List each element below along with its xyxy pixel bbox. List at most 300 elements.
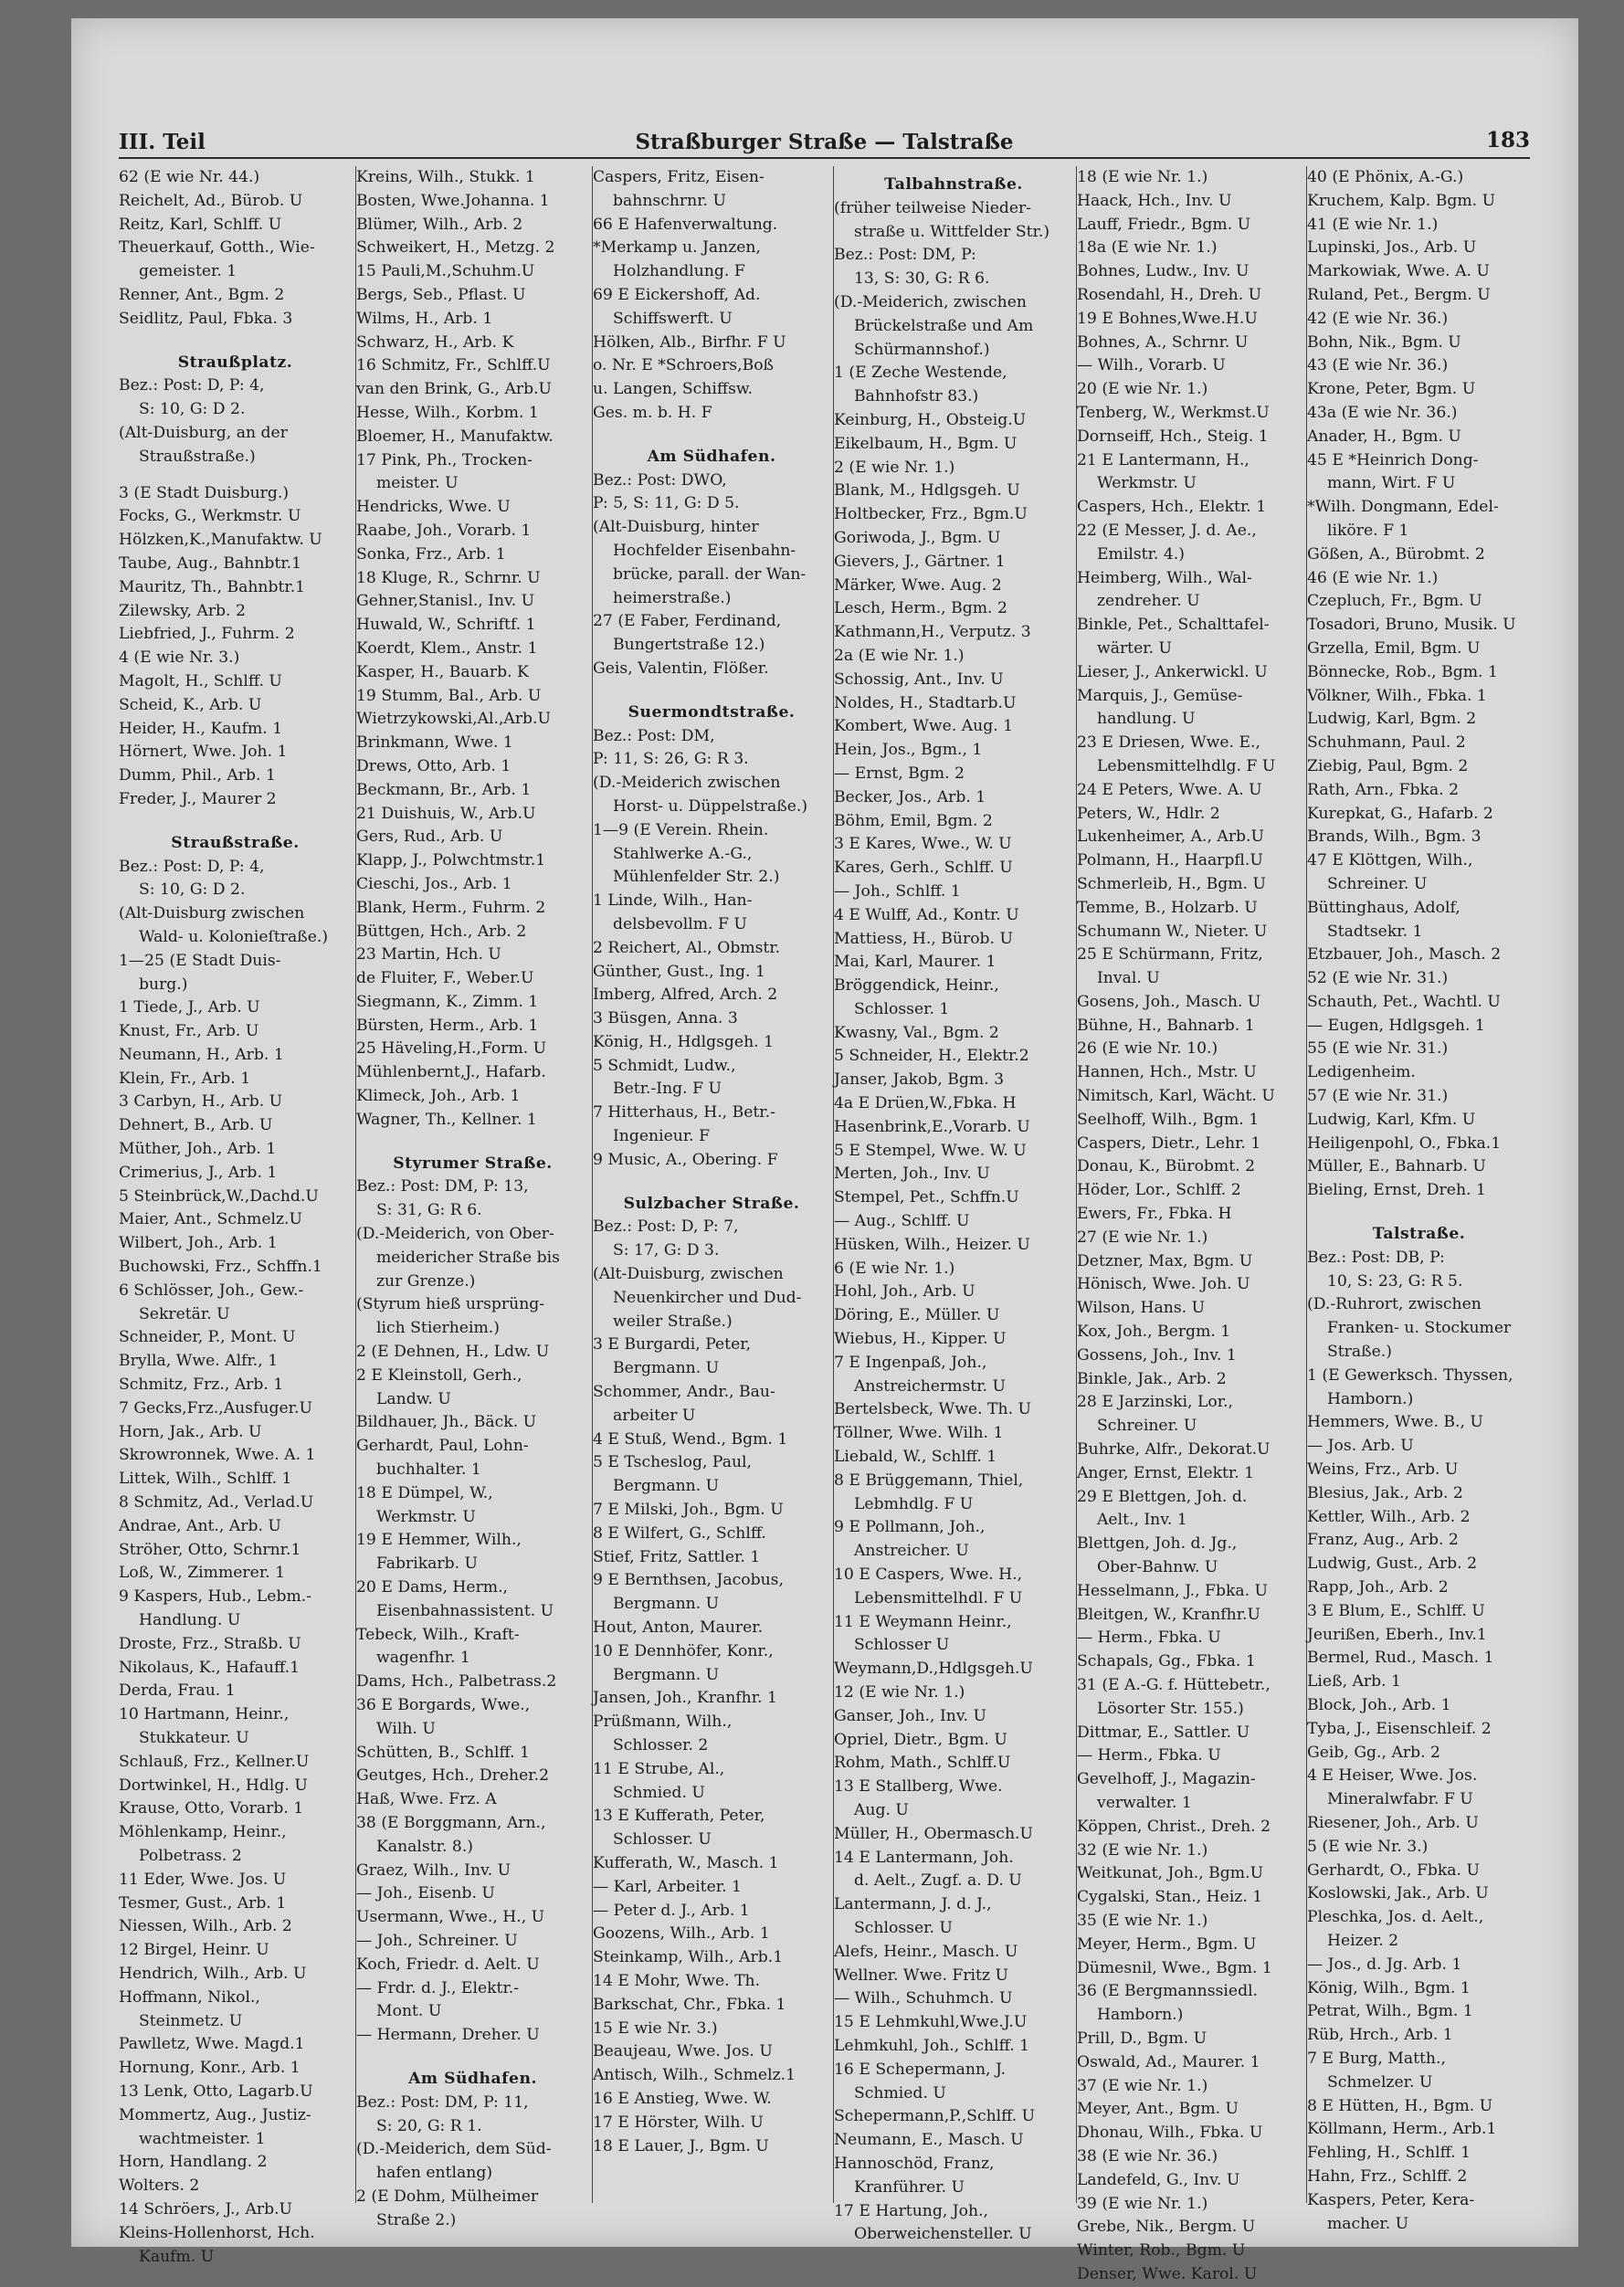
directory-entry: Schneider, P., Mont. U bbox=[119, 1328, 296, 1347]
directory-entry: Theuerkauf, Gotth., Wie- bbox=[119, 238, 315, 258]
directory-entry: 8 E Wilfert, G., Schlff. bbox=[593, 1523, 766, 1543]
directory-entry: Neuenkircher und Dud- bbox=[613, 1288, 802, 1307]
directory-entry: Gößen, A., Bürobmt. 2 bbox=[1307, 544, 1485, 564]
directory-entry: Peters, W., Hdlr. 2 bbox=[1077, 804, 1220, 823]
street-heading: Sulzbacher Straße. bbox=[623, 1194, 800, 1213]
directory-entry: Noldes, H., Stadtarb.U bbox=[834, 693, 1017, 712]
directory-entry: Schuhmann, Paul. 2 bbox=[1307, 733, 1466, 753]
directory-entry: handlung. U bbox=[1097, 710, 1196, 729]
directory-entry: Oswald, Ad., Maurer. 1 bbox=[1077, 2052, 1260, 2071]
directory-entry: Bönnecke, Rob., Bgm. 1 bbox=[1307, 662, 1498, 681]
directory-entry: Magolt, H., Schlff. U bbox=[119, 671, 282, 690]
directory-entry: 9 E Bernthsen, Jacobus, bbox=[593, 1571, 784, 1590]
directory-entry: 40 (E Phönix, A.-G.) bbox=[1307, 168, 1464, 186]
directory-entry: Wilson, Hans. U bbox=[1077, 1299, 1206, 1318]
directory-entry: Schreiner. U bbox=[1097, 1417, 1197, 1436]
directory-entry: 2 (E wie Nr. 1.) bbox=[834, 458, 955, 477]
directory-entry: S: 10, G: D 2. bbox=[139, 880, 246, 900]
directory-entry: 1 Tiede, J., Arb. U bbox=[119, 998, 260, 1017]
directory-entry: Tyba, J., Eisenschleif. 2 bbox=[1307, 1719, 1492, 1738]
directory-entry: Hasenbrink,E.,Vorarb. U bbox=[834, 1117, 1030, 1136]
directory-entry: 17 E Hartung, Joh., bbox=[834, 2201, 989, 2220]
directory-entry: Ströher, Otto, Schrnr.1 bbox=[119, 1540, 301, 1559]
directory-entry: o. Nr. E *Schroers,Boß bbox=[593, 356, 775, 375]
directory-entry: — Joh., Schreiner. U bbox=[356, 1931, 518, 1950]
directory-entry: Etzbauer, Joh., Masch. 2 bbox=[1307, 945, 1502, 964]
directory-entry: Meyer, Ant., Bgm. U bbox=[1077, 2100, 1239, 2119]
directory-entry: Bergmann. U bbox=[613, 1665, 720, 1684]
directory-entry: Stukkateur. U bbox=[139, 1729, 249, 1747]
directory-entry: Derda, Frau. 1 bbox=[119, 1681, 236, 1701]
directory-entry: zendreher. U bbox=[1097, 592, 1200, 611]
directory-entry: van den Brink, G., Arb.U bbox=[356, 380, 553, 399]
directory-entry: 39 (E wie Nr. 1.) bbox=[1077, 2194, 1208, 2213]
directory-entry: Maier, Ant., Schmelz.U bbox=[119, 1210, 302, 1229]
directory-entry: Bungertstraße 12.) bbox=[613, 636, 765, 655]
directory-entry: Tenberg, W., Werkmst.U bbox=[1077, 403, 1270, 422]
directory-entry: Grzella, Emil, Bgm. U bbox=[1307, 638, 1481, 658]
directory-entry: Werkmstr. U bbox=[1097, 474, 1197, 493]
directory-entry: Horst- u. Düppelstraße.) bbox=[613, 796, 808, 816]
directory-entry: 5 Steinbrück,W.,Dachd.U bbox=[119, 1186, 319, 1206]
directory-entry: Tesmer, Gust., Arb. 1 bbox=[119, 1893, 287, 1913]
section-spacer bbox=[593, 426, 830, 438]
directory-entry: 20 (E wie Nr. 1.) bbox=[1077, 380, 1208, 399]
directory-entry: Beckmann, Br., Arb. 1 bbox=[356, 780, 532, 799]
directory-entry: 3 E Blum, E., Schlff. U bbox=[1307, 1601, 1485, 1620]
directory-entry: 5 E Tscheslog, Paul, bbox=[593, 1453, 752, 1472]
directory-entry: Schmied. U bbox=[613, 1783, 705, 1802]
directory-entry: Wietrzykowski,Al.,Arb.U bbox=[356, 710, 552, 729]
directory-entry: lich Stierheim.) bbox=[376, 1319, 500, 1338]
directory-entry: wagenfhr. 1 bbox=[376, 1649, 470, 1668]
directory-entry: 38 (E Borggmann, Arn., bbox=[356, 1813, 546, 1832]
directory-entry: — Joh., Eisenb. U bbox=[356, 1884, 495, 1903]
directory-entry: Pawlletz, Wwe. Magd.1 bbox=[119, 2035, 305, 2054]
directory-entry: — Frdr. d. J., Elektr.- bbox=[356, 1978, 520, 1997]
directory-entry: Müller, E., Bahnarb. U bbox=[1307, 1157, 1486, 1176]
directory-entry: 5 Schneider, H., Elektr.2 bbox=[834, 1047, 1029, 1066]
directory-entry: Steinmetz. U bbox=[139, 2011, 243, 2030]
directory-entry: Schiffswerft. U bbox=[613, 309, 733, 328]
directory-entry: Hendrich, Wilh., Arb. U bbox=[119, 1964, 307, 1983]
directory-entry: Caspers, Fritz, Eisen- bbox=[593, 168, 765, 186]
page-header bbox=[119, 115, 1530, 159]
directory-entry: Kaspers, Peter, Kera- bbox=[1307, 2190, 1475, 2209]
directory-entry: Klimeck, Joh., Arb. 1 bbox=[356, 1087, 521, 1106]
directory-entry: Sonka, Frz., Arb. 1 bbox=[356, 544, 506, 564]
directory-entry: Fehling, H., Schlff. 1 bbox=[1307, 2144, 1471, 2163]
directory-entry: Klapp, J., Polwchtmstr.1 bbox=[356, 851, 546, 870]
directory-entry: 35 (E wie Nr. 1.) bbox=[1077, 1911, 1208, 1930]
directory-entry: Blank, M., Hdlgsgeh. U bbox=[834, 481, 1020, 501]
directory-entry: Becker, Jos., Arb. 1 bbox=[834, 787, 986, 806]
directory-entry: Caspers, Dietr., Lehr. 1 bbox=[1077, 1133, 1261, 1153]
directory-entry: 7 Hitterhaus, H., Betr.- bbox=[593, 1103, 775, 1122]
directory-entry: Polbetrass. 2 bbox=[139, 1846, 242, 1865]
directory-entry: 10, S: 23, G: R 5. bbox=[1327, 1271, 1463, 1291]
directory-entry: Holtbecker, Frz., Bgm.U bbox=[834, 505, 1028, 524]
directory-entry: Emilstr. 4.) bbox=[1097, 544, 1185, 564]
directory-entry: Bez.: Post: DWO, bbox=[593, 470, 727, 490]
directory-entry: Büttinghaus, Adolf, bbox=[1307, 898, 1461, 917]
directory-entry: Mineralwfabr. F U bbox=[1327, 1790, 1473, 1809]
directory-entry: hafen entlang) bbox=[376, 2164, 493, 2183]
directory-entry: 47 E Klöttgen, Wilh., bbox=[1307, 851, 1473, 870]
directory-entry: 10 E Caspers, Wwe. H., bbox=[834, 1565, 1023, 1585]
directory-entry: Bergmann. U bbox=[613, 1359, 720, 1378]
directory-entry: bahnschrnr. U bbox=[613, 191, 726, 210]
directory-entry: Dhonau, Wilh., Fbka. U bbox=[1077, 2124, 1263, 2143]
column-3 bbox=[592, 166, 830, 2203]
section-spacer bbox=[593, 1173, 830, 1186]
directory-entry: Eisenbahnassistent. U bbox=[376, 1601, 554, 1620]
column-5 bbox=[1076, 166, 1303, 2283]
directory-entry: Hesselmann, J., Fbka. U bbox=[1077, 1581, 1269, 1600]
directory-entry: Anstreichermstr. U bbox=[854, 1376, 1006, 1396]
directory-entry: Ledigenheim. bbox=[1307, 1063, 1416, 1082]
directory-entry: Lehmkuhl, Joh., Schlff. 1 bbox=[834, 2036, 1030, 2055]
directory-entry: Siegmann, K., Zimm. 1 bbox=[356, 992, 539, 1011]
directory-entry: Imberg, Alfred, Arch. 2 bbox=[593, 985, 778, 1005]
directory-entry: 15 Pauli,M.,Schuhm.U bbox=[356, 262, 535, 281]
directory-entry: — Hermann, Dreher. U bbox=[356, 2026, 540, 2045]
directory-entry: Wiebus, H., Kipper. U bbox=[834, 1330, 1007, 1349]
page-number: 183 bbox=[1485, 128, 1530, 153]
directory-entry: Blümer, Wilh., Arb. 2 bbox=[356, 215, 523, 234]
directory-entry: 12 Birgel, Heinr. U bbox=[119, 1941, 269, 1960]
directory-entry: Jeurißen, Eberh., Inv.1 bbox=[1307, 1625, 1487, 1644]
directory-entry: Stempel, Pet., Schffn.U bbox=[834, 1188, 1019, 1207]
directory-entry: wachtmeister. 1 bbox=[139, 2129, 266, 2148]
directory-entry: Köllmann, Herm., Arb.1 bbox=[1307, 2120, 1497, 2139]
directory-entry: Ganser, Joh., Inv. U bbox=[834, 1706, 986, 1725]
directory-entry: 26 (E wie Nr. 10.) bbox=[1077, 1039, 1218, 1059]
section-spacer bbox=[1307, 1203, 1531, 1216]
directory-entry: Hornung, Konr., Arb. 1 bbox=[119, 2059, 301, 2078]
directory-entry: 36 (E Bergmannssiedl. bbox=[1077, 1982, 1259, 2001]
directory-entry: Tosadori, Bruno, Musik. U bbox=[1307, 616, 1516, 635]
directory-entry: liköre. F 1 bbox=[1327, 521, 1409, 540]
directory-entry: Franken- u. Stockumer bbox=[1327, 1319, 1512, 1338]
directory-entry: Dümesnil, Wwe., Bgm. 1 bbox=[1077, 1958, 1272, 1977]
directory-entry: 18a (E wie Nr. 1.) bbox=[1077, 238, 1218, 258]
column-1 bbox=[119, 166, 352, 2266]
directory-entry: Schürmannshof.) bbox=[854, 340, 990, 359]
directory-entry: 7 Gecks,Frz.,Ausfuger.U bbox=[119, 1398, 312, 1418]
directory-entry: Stadtsekr. 1 bbox=[1327, 922, 1423, 941]
directory-entry: 8 E Hütten, H., Bgm. U bbox=[1307, 2096, 1493, 2115]
directory-entry: Brückelstraße und Am bbox=[854, 316, 1034, 335]
directory-entry: (Styrum hieß ursprüng- bbox=[356, 1295, 545, 1314]
directory-entry: Pleschka, Jos. d. Aelt., bbox=[1307, 1908, 1484, 1927]
directory-entry: Hochfelder Eisenbahn- bbox=[613, 541, 796, 560]
directory-entry: P: 11, S: 26, G: R 3. bbox=[593, 750, 749, 769]
directory-entry: 5 E Stempel, Wwe. W. U bbox=[834, 1141, 1027, 1160]
directory-entry: Hölzken,K.,Manufaktw. U bbox=[119, 531, 322, 550]
directory-entry: — Aug., Schlff. U bbox=[834, 1212, 970, 1231]
directory-entry: 8 E Brüggemann, Thiel, bbox=[834, 1470, 1024, 1490]
directory-entry: 2 (E Dehnen, H., Ldw. U bbox=[356, 1343, 550, 1362]
directory-entry: Tebeck, Wilh., Kraft- bbox=[356, 1625, 520, 1644]
directory-entry: Eikelbaum, H., Bgm. U bbox=[834, 434, 1018, 453]
directory-entry: *Wilh. Dongmann, Edel- bbox=[1307, 498, 1499, 517]
directory-entry: Kettler, Wilh., Arb. 2 bbox=[1307, 1507, 1471, 1526]
directory-entry: Liebfried, J., Fuhrm. 2 bbox=[119, 625, 295, 644]
directory-entry: Horn, Handlang. 2 bbox=[119, 2153, 268, 2172]
directory-entry: (Alt-Duisburg, an der bbox=[119, 423, 288, 442]
directory-entry: Holzhandlung. F bbox=[613, 262, 745, 281]
directory-entry: 23 E Driesen, Wwe. E., bbox=[1077, 733, 1260, 753]
directory-entry: Rath, Arn., Fbka. 2 bbox=[1307, 780, 1460, 799]
directory-entry: Raabe, Joh., Vorarb. 1 bbox=[356, 521, 532, 540]
directory-entry: Andrae, Ant., Arb. U bbox=[119, 1516, 281, 1535]
directory-entry: Prill, D., Bgm. U bbox=[1077, 2029, 1207, 2048]
directory-entry: Opriel, Dietr., Bgm. U bbox=[834, 1730, 1007, 1749]
directory-entry: 2 (E Dohm, Mülheimer bbox=[356, 2187, 539, 2206]
directory-entry: 23 Martin, Hch. U bbox=[356, 945, 501, 964]
directory-entry: — Jos. Arb. U bbox=[1307, 1437, 1414, 1456]
column-6 bbox=[1306, 166, 1531, 2233]
directory-entry: Gievers, J., Gärtner. 1 bbox=[834, 552, 1006, 571]
directory-entry: 13 E Kufferath, Peter, bbox=[593, 1807, 765, 1826]
directory-entry: Scheid, K., Arb. U bbox=[119, 695, 262, 714]
directory-entry: Bohn, Nik., Bgm. U bbox=[1307, 332, 1461, 352]
directory-entry: Bildhauer, Jh., Bäck. U bbox=[356, 1413, 537, 1432]
directory-entry: Gerhardt, Paul, Lohn- bbox=[356, 1437, 529, 1456]
directory-entry: 7 E Burg, Matth., bbox=[1307, 2049, 1446, 2068]
directory-entry: Hohl, Joh., Arb. U bbox=[834, 1282, 975, 1302]
directory-entry: 1 Linde, Wilh., Han- bbox=[593, 891, 753, 911]
directory-entry: Ingenieur. F bbox=[613, 1127, 711, 1146]
directory-entry: 12 (E wie Nr. 1.) bbox=[834, 1683, 965, 1702]
street-heading: Talstraße. bbox=[1372, 1225, 1466, 1244]
directory-entry: Mauritz, Th., Bahnbtr.1 bbox=[119, 577, 306, 596]
directory-entry: Schwarz, H., Arb. K bbox=[356, 332, 514, 352]
directory-entry: Blettgen, Joh. d. Jg., bbox=[1077, 1534, 1238, 1554]
directory-entry: Hendricks, Wwe. U bbox=[356, 498, 511, 517]
directory-entry: Bühne, H., Bahnarb. 1 bbox=[1077, 1016, 1255, 1035]
directory-entry: Schmitz, Frz., Arb. 1 bbox=[119, 1375, 284, 1395]
directory-entry: zur Grenze.) bbox=[376, 1271, 476, 1291]
directory-entry: Horn, Jak., Arb. U bbox=[119, 1422, 262, 1441]
directory-entry: Ließ, Arb. 1 bbox=[1307, 1672, 1401, 1692]
directory-entry: Hout, Anton, Maurer. bbox=[593, 1618, 764, 1638]
directory-entry: Böhm, Emil, Bgm. 2 bbox=[834, 811, 993, 830]
directory-entry: Schapals, Gg., Fbka. 1 bbox=[1077, 1652, 1256, 1671]
directory-entry: Weymann,D.,Hdlgsgeh.U bbox=[834, 1660, 1033, 1679]
directory-entry: Goriwoda, J., Bgm. U bbox=[834, 528, 1001, 547]
directory-entry: buchhalter. 1 bbox=[376, 1460, 481, 1480]
directory-entry: Brands, Wilh., Bgm. 3 bbox=[1307, 827, 1482, 847]
directory-entry: Blank, Herm., Fuhrm. 2 bbox=[356, 898, 546, 917]
directory-entry: Blesius, Jak., Arb. 2 bbox=[1307, 1483, 1463, 1502]
directory-entry: Schlosser. 2 bbox=[613, 1736, 709, 1755]
directory-entry: Hamborn.) bbox=[1327, 1389, 1414, 1408]
directory-entry: Geib, Gg., Arb. 2 bbox=[1307, 1743, 1440, 1762]
directory-entry: 20 E Dams, Herm., bbox=[356, 1578, 509, 1597]
directory-entry: Bez.: Post: D, P: 4, bbox=[119, 376, 265, 395]
directory-entry: Betr.-Ing. F U bbox=[613, 1080, 722, 1099]
directory-entry: 27 (E Faber, Ferdinand, bbox=[593, 612, 782, 631]
directory-entry: Usermann, Wwe., H., U bbox=[356, 1908, 545, 1927]
directory-entry: Denser, Wwe. Karol. U bbox=[1077, 2264, 1258, 2283]
directory-entry: Rüb, Hrch., Arb. 1 bbox=[1307, 2026, 1453, 2045]
directory-entry: Reichelt, Ad., Bürob. U bbox=[119, 191, 303, 210]
directory-entry: 4a E Drüen,W.,Fbka. H bbox=[834, 1094, 1017, 1113]
directory-entry: Kruchem, Kalp. Bgm. U bbox=[1307, 191, 1496, 210]
directory-entry: Droste, Frz., Straßb. U bbox=[119, 1634, 301, 1653]
directory-entry: 3 (E Stadt Duisburg.) bbox=[119, 483, 290, 502]
directory-entry: 55 (E wie Nr. 31.) bbox=[1307, 1039, 1449, 1059]
directory-entry: 31 (E A.-G. f. Hüttebetr., bbox=[1077, 1676, 1271, 1694]
directory-entry: 21 Duishuis, W., Arb.U bbox=[356, 804, 536, 823]
directory-entry: 4 E Heiser, Wwe. Jos. bbox=[1307, 1766, 1478, 1786]
directory-entry: 57 (E wie Nr. 31.) bbox=[1307, 1087, 1449, 1106]
directory-entry: Bez.: Post: DM, bbox=[593, 726, 715, 745]
directory-entry: Bosten, Wwe.Johanna. 1 bbox=[356, 191, 550, 210]
directory-entry: 1 (E Zeche Westende, bbox=[834, 364, 1007, 383]
directory-entry: Dumm, Phil., Arb. 1 bbox=[119, 766, 276, 785]
directory-entry: Bertelsbeck, Wwe. Th. U bbox=[834, 1400, 1031, 1419]
directory-entry: 17 E Hörster, Wilh. U bbox=[593, 2113, 764, 2132]
directory-entry: 17 Pink, Ph., Trocken- bbox=[356, 450, 533, 469]
directory-entry: 6 (E wie Nr. 1.) bbox=[834, 1259, 955, 1278]
directory-entry: 13 Lenk, Otto, Lagarb.U bbox=[119, 2081, 313, 2101]
directory-entry: wärter. U bbox=[1097, 638, 1172, 658]
directory-entry: 5 Schmidt, Ludw., bbox=[593, 1056, 736, 1075]
directory-entry: Ewers, Fr., Fbka. H bbox=[1077, 1205, 1232, 1224]
directory-entry: Seidlitz, Paul, Fbka. 3 bbox=[119, 309, 293, 328]
directory-entry: S: 10, G: D 2. bbox=[139, 400, 246, 419]
directory-entry: Bergmann. U bbox=[613, 1477, 720, 1496]
directory-entry: Steinkamp, Wilh., Arb.1 bbox=[593, 1948, 784, 1967]
directory-entry: Gerhardt, O., Fbka. U bbox=[1307, 1860, 1480, 1880]
directory-entry: 16 Schmitz, Fr., Schlff.U bbox=[356, 356, 551, 375]
directory-entry: Brylla, Wwe. Alfr., 1 bbox=[119, 1352, 279, 1371]
directory-entry: (früher teilweise Nieder- bbox=[834, 198, 1032, 217]
directory-entry: Hoffmann, Nikol., bbox=[119, 1987, 260, 2007]
directory-entry: 19 E Hemmer, Wilh., bbox=[356, 1531, 522, 1550]
directory-entry: Wagner, Th., Kellner. 1 bbox=[356, 1110, 537, 1129]
directory-entry: Kaufm. U bbox=[139, 2247, 215, 2266]
directory-entry: 43a (E wie Nr. 36.) bbox=[1307, 403, 1458, 422]
directory-entry: Straße 2.) bbox=[376, 2210, 457, 2229]
directory-entry: Loß, W., Zimmerer. 1 bbox=[119, 1564, 286, 1583]
directory-page bbox=[71, 18, 1578, 2283]
street-heading: Straußplatz. bbox=[177, 353, 293, 372]
directory-entry: heimerstraße.) bbox=[613, 588, 732, 607]
directory-entry: (Alt-Duisburg, zwischen bbox=[593, 1265, 784, 1284]
directory-entry: Wellner. Wwe. Fritz U bbox=[834, 1966, 1008, 1985]
directory-entry: 28 E Jarzinski, Lor., bbox=[1077, 1393, 1233, 1412]
directory-entry: 3 Carbyn, H., Arb. U bbox=[119, 1092, 283, 1112]
directory-entry: Straße.) bbox=[1327, 1343, 1392, 1362]
directory-entry: 14 E Lantermann, Joh. bbox=[834, 1848, 1014, 1867]
directory-entry: 2a (E wie Nr. 1.) bbox=[834, 646, 965, 665]
directory-entry: Lupinski, Jos., Arb. U bbox=[1307, 238, 1477, 258]
directory-entry: Grebe, Nik., Bergm. U bbox=[1077, 2218, 1256, 2237]
directory-entry: Büttgen, Hch., Arb. 2 bbox=[356, 922, 527, 941]
directory-entry: Stief, Fritz, Sattler. 1 bbox=[593, 1547, 761, 1566]
directory-entry: Höder, Lor., Schlff. 2 bbox=[1077, 1181, 1241, 1200]
directory-entry: 11 Eder, Wwe. Jos. U bbox=[119, 1870, 287, 1889]
directory-entry: u. Langen, Schiffsw. bbox=[593, 380, 754, 399]
directory-entry: Günther, Gust., Ing. 1 bbox=[593, 962, 765, 981]
directory-entry: Schlosser. 1 bbox=[854, 999, 950, 1018]
directory-entry: — Eugen, Hdlgsgeh. 1 bbox=[1307, 1016, 1485, 1035]
directory-entry: 11 E Weymann Heinr., bbox=[834, 1612, 1012, 1631]
directory-entry: Niessen, Wilh., Arb. 2 bbox=[119, 1917, 292, 1936]
directory-entry: 4 E Wulff, Ad., Kontr. U bbox=[834, 905, 1019, 924]
directory-entry: Liebald, W., Schlff. 1 bbox=[834, 1448, 997, 1467]
directory-entry: 19 E Bohnes,Wwe.H.U bbox=[1077, 309, 1258, 328]
directory-entry: Neumann, E., Masch. U bbox=[834, 2131, 1024, 2150]
directory-entry: Schepermann,P.,Schlff. U bbox=[834, 2107, 1036, 2126]
directory-entry: 22 (E Messer, J. d. Ae., bbox=[1077, 521, 1257, 540]
directory-entry: Koslowski, Jak., Arb. U bbox=[1307, 1884, 1489, 1903]
directory-entry: Inval. U bbox=[1097, 969, 1160, 988]
directory-entry: Lösorter Str. 155.) bbox=[1097, 1699, 1244, 1718]
directory-entry: (D.-Meiderich zwischen bbox=[593, 774, 781, 793]
directory-entry: Lebmhdlg. F U bbox=[854, 1494, 974, 1513]
section-spacer bbox=[119, 812, 352, 825]
directory-entry: 24 E Peters, Wwe. A. U bbox=[1077, 780, 1262, 799]
directory-entry: (D.-Ruhrort, zwischen bbox=[1307, 1295, 1482, 1314]
street-heading: Am Südhafen. bbox=[408, 2069, 537, 2088]
directory-entry: Seelhoff, Wilh., Bgm. 1 bbox=[1077, 1110, 1260, 1129]
directory-entry: Huwald, W., Schriftf. 1 bbox=[356, 616, 536, 635]
directory-entry: Graez, Wilh., Inv. U bbox=[356, 1860, 511, 1880]
directory-entry: Alefs, Heinr., Masch. U bbox=[834, 1942, 1018, 1961]
street-heading: Straußstraße. bbox=[171, 833, 300, 852]
directory-entry: Buchowski, Frz., Schffn.1 bbox=[119, 1258, 322, 1277]
directory-entry: Hönisch, Wwe. Joh. U bbox=[1077, 1275, 1250, 1294]
directory-entry: Mai, Karl, Maurer. 1 bbox=[834, 953, 997, 972]
directory-entry: Schreiner. U bbox=[1327, 874, 1428, 893]
directory-entry: 25 Häveling,H.,Form. U bbox=[356, 1039, 547, 1059]
directory-entry: Rohm, Math., Schlff.U bbox=[834, 1754, 1011, 1773]
directory-entry: 1—25 (E Stadt Duis- bbox=[119, 951, 281, 970]
directory-entry: 41 (E wie Nr. 1.) bbox=[1307, 215, 1439, 234]
directory-entry: Stahlwerke A.-G., bbox=[613, 844, 753, 863]
directory-entry: straße u. Wittfelder Str.) bbox=[854, 222, 1050, 241]
directory-entry: Wilh. U bbox=[376, 1719, 436, 1738]
directory-entry: Klein, Fr., Arb. 1 bbox=[119, 1069, 251, 1088]
directory-entry: 4 (E wie Nr. 3.) bbox=[119, 648, 240, 668]
directory-entry: Bez.: Post: D, P: 4, bbox=[119, 857, 265, 876]
directory-entry: Schmelzer. U bbox=[1327, 2072, 1433, 2092]
directory-entry: brücke, parall. der Wan- bbox=[613, 564, 807, 584]
directory-entry: Knust, Fr., Arb. U bbox=[119, 1022, 259, 1041]
directory-entry: Janser, Jakob, Bgm. 3 bbox=[834, 1070, 1005, 1090]
directory-entry: Köppen, Christ., Dreh. 2 bbox=[1077, 1817, 1271, 1836]
directory-entry: Lebensmittelhdlg. F U bbox=[1097, 756, 1276, 775]
directory-entry: Hemmers, Wwe. B., U bbox=[1307, 1413, 1483, 1432]
directory-entry: Czepluch, Fr., Bgm. U bbox=[1307, 592, 1482, 611]
directory-entry: Nikolaus, K., Hafauff.1 bbox=[119, 1658, 300, 1677]
directory-entry: Aelt., Inv. 1 bbox=[1097, 1511, 1187, 1530]
directory-entry: Markowiak, Wwe. A. U bbox=[1307, 262, 1490, 281]
directory-entry: Hannen, Hch., Mstr. U bbox=[1077, 1063, 1257, 1082]
directory-entry: Bez.: Post: D, P: 7, bbox=[593, 1217, 739, 1237]
directory-entry: 7 E Milski, Joh., Bgm. U bbox=[593, 1501, 784, 1520]
directory-entry: Bahnhofstr 83.) bbox=[854, 387, 979, 406]
directory-entry: Kufferath, W., Masch. 1 bbox=[593, 1853, 779, 1872]
directory-entry: meister. U bbox=[376, 474, 459, 493]
directory-entry: Beaujeau, Wwe. Jos. U bbox=[593, 2042, 773, 2061]
directory-entry: (D.-Meiderich, dem Süd- bbox=[356, 2140, 552, 2159]
